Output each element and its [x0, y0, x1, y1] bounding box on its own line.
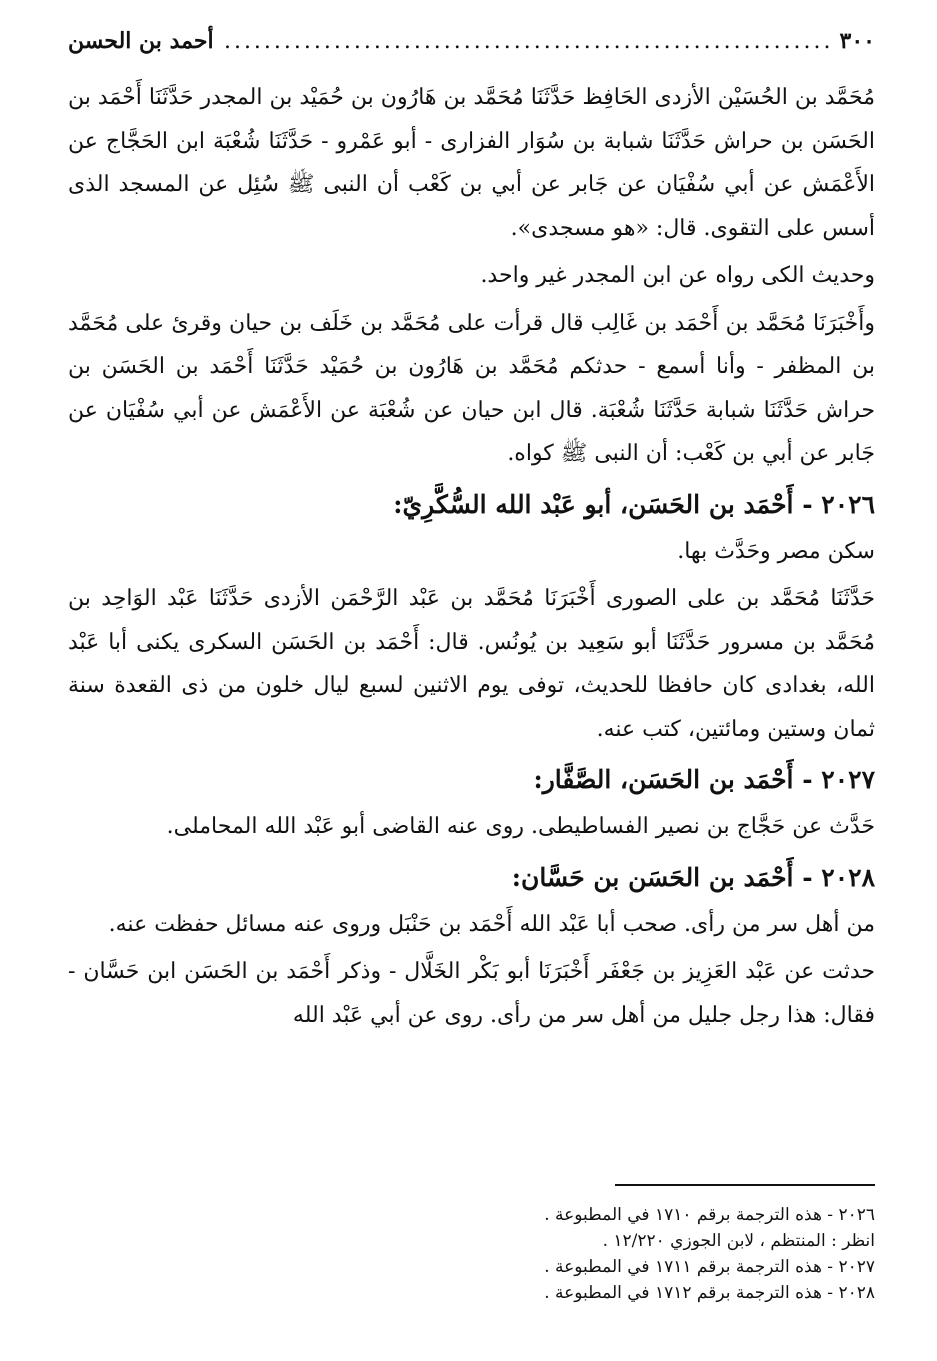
- entry-heading-2026: ٢٠٢٦ - أَحْمَد بن الحَسَن، أبو عَبْد الله السُّكَّرِيّ:: [393, 489, 875, 519]
- paragraph-2: وحديث الكى رواه عن ابن المجدر غير واحد.: [480, 263, 875, 288]
- footnote-divider: [615, 1184, 875, 1186]
- entry-heading-2028: ٢٠٢٨ - أَحْمَد بن الحَسَن بن حَسَّان:: [511, 862, 875, 892]
- page-header: [68, 28, 875, 76]
- footnote: ٢٠٢٧ - هذه الترجمة برقم ١٧١١ في المطبوعة .: [544, 1257, 875, 1277]
- paragraph-4: سكن مصر وحَدَّث بها.: [677, 538, 875, 564]
- page-number: ٣٠٠: [839, 28, 875, 54]
- paragraph-3: وأَخْبَرَنَا مُحَمَّد بن أَحْمَد بن غَالِب قال قرأت على مُحَمَّد بن خَلَف بن حيان وقرئ على مُحَمَّد بن المظفر - وأنا أسمع - حدثكم مُحَمَّد بن هَارُون بن حُمَيْد حَدَّثَنَا أَحْمَد بن الحَسَن بن حراش حَدَّثَنَا شبابة حَدَّثَنَا شُعْبَة. قال ابن حيان عن شُعْبَة عن الأَعْمَش عن أبي سُفْيَان عن جَابر عن أبي بن كَعْب: أن النبى ﷺ كواه.: [68, 310, 875, 466]
- footnote: ٢٠٢٦ - هذه الترجمة برقم ١٧١٠ في المطبوعة .: [544, 1205, 875, 1225]
- paragraph-1: مُحَمَّد بن الحُسَيْن الأزدى الحَافِظ حَدَّثَنَا مُحَمَّد بن هَارُون بن حُمَيْد بن المجدر حَدَّثَنَا أَحْمَد بن الحَسَن بن حراش حَدَّثَنَا شبابة بن سُوَار الفزارى - أبو عَمْرو - حَدَّثَنَا شُعْبَة ابن الحَجَّاج عن الأَعْمَش عن أبي سُفْيَان عن جَابر عن أبي بن كَعْب أن النبى ﷺ سُئِل عن المسجد الذى أسس على التقوى. قال: «هو مسجدى».: [68, 85, 875, 241]
- header-leader-dots: [220, 29, 834, 54]
- paragraph-7: من أهل سر من رأى. صحب أبا عَبْد الله أَحْمَد بن حَنْبَل وروى عنه مسائل حفظت عنه.: [108, 911, 875, 937]
- running-title: أحمد بن الحسن: [68, 28, 214, 54]
- footnote: انظر : المنتظم ، لابن الجوزي ١٢/٢٢٠ .: [602, 1231, 875, 1251]
- footnotes: [68, 1184, 875, 1306]
- entry-heading-2027: ٢٠٢٧ - أَحْمَد بن الحَسَن، الصَّفَّار:: [533, 765, 875, 794]
- footnote: ٢٠٢٨ - هذه الترجمة برقم ١٧١٢ في المطبوعة .: [544, 1283, 875, 1303]
- paragraph-6: حَدَّث عن حَجَّاج بن نصير الفساطيطى. روى عنه القاضى أبو عَبْد الله المحاملى.: [166, 814, 875, 839]
- paragraph-8: حدثت عن عَبْد العَزِيز بن جَعْفَر أَخْبَرَنَا أبو بَكْر الخَلَّال - وذكر أَحْمَد بن الحَسَن ابن حَسَّان - فقال: هذا رجل جليل من أهل سر من رأى. روى عن أبي عَبْد الله: [68, 959, 875, 1028]
- paragraph-5: حَدَّثَنَا مُحَمَّد بن على الصورى أَخْبَرَنَا مُحَمَّد بن عَبْد الرَّحْمَن الأزدى حَدَّثَنَا عَبْد الوَاحِد بن مُحَمَّد بن مسرور حَدَّثَنَا أبو سَعِيد بن يُونُس. قال: أَحْمَد بن الحَسَن السكرى يكنى أبا عَبْد الله، بغدادى كان حافظا للحديث، توفى يوم الاثنين لسبع ليال خلون من ذى القعدة سنة ثمان وستين ومائتين، كتب عنه.: [68, 586, 875, 742]
